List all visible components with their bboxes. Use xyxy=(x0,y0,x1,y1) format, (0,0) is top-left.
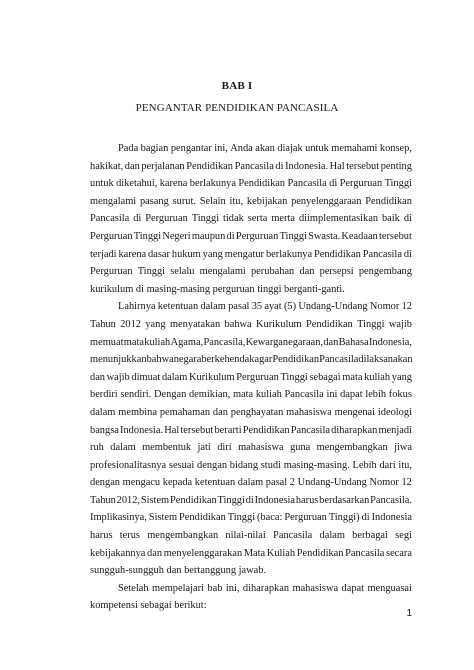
word: menguasai xyxy=(367,582,412,594)
word: perubahan xyxy=(250,266,295,278)
body-line xyxy=(90,334,412,352)
body-text xyxy=(90,140,412,615)
word: Pendidikan xyxy=(169,494,217,506)
word: fokus xyxy=(388,389,412,401)
word: di xyxy=(403,248,412,260)
word: Tinggi xyxy=(279,230,307,242)
word: dan xyxy=(147,547,163,559)
word: Indonesia xyxy=(254,494,295,506)
word: bertanggung xyxy=(184,565,237,577)
word: Pancasila xyxy=(287,178,327,190)
word: Kurikulum xyxy=(256,318,302,330)
word: bidang xyxy=(229,459,259,471)
word: maupun xyxy=(191,230,226,242)
word: Perguruan xyxy=(90,266,133,278)
body-line xyxy=(90,140,412,158)
word: menjadi xyxy=(378,424,412,436)
word: selalu xyxy=(170,266,195,278)
word: tinggi xyxy=(257,283,282,295)
word: akan xyxy=(255,143,275,154)
word: Lebih xyxy=(352,459,377,471)
word: Pancasila. xyxy=(370,494,412,506)
word: nilai-nilai xyxy=(225,530,266,542)
word: di xyxy=(133,213,142,225)
word: yang xyxy=(145,318,166,330)
word: negara xyxy=(173,354,202,366)
word: Lahirnya xyxy=(118,301,156,313)
word: Tinggi xyxy=(191,213,220,225)
word: ini, xyxy=(225,582,240,594)
body-line xyxy=(90,509,412,527)
body-line xyxy=(90,422,412,440)
word: Setelah xyxy=(118,582,149,594)
word: mengembangkan xyxy=(316,442,388,454)
word: sendiri. xyxy=(120,389,152,401)
word: berlakunya xyxy=(189,178,236,190)
word: mata xyxy=(123,336,144,348)
word: Pendidikan xyxy=(238,178,286,190)
word: dimuat xyxy=(131,371,161,383)
word: Kurikulum xyxy=(188,371,235,383)
word: Tinggi xyxy=(133,230,162,242)
word: berganti-ganti. xyxy=(284,283,345,295)
word: pasal xyxy=(265,477,288,489)
word: ayat xyxy=(264,301,282,313)
word: Tinggi xyxy=(217,494,245,506)
body-line xyxy=(90,404,412,422)
body-line xyxy=(90,263,412,281)
word: wajib xyxy=(388,318,412,330)
word: tersebut xyxy=(180,424,214,436)
word: memuat xyxy=(90,336,124,348)
word: penghayatan xyxy=(230,406,284,418)
word: (baca: xyxy=(257,512,283,524)
word: kuliah xyxy=(364,371,391,383)
word: Nomor xyxy=(369,477,399,489)
word: pengantar xyxy=(170,143,212,154)
body-line xyxy=(90,545,412,563)
word: baik xyxy=(381,213,400,225)
word: kebijakannya xyxy=(90,547,146,559)
chapter-title: PENGANTAR PENDIDIKAN PANCASILA xyxy=(135,102,339,114)
word: sesuai xyxy=(168,459,195,471)
word: bahwa xyxy=(224,318,252,330)
word: Tinggi xyxy=(280,371,308,383)
body-line xyxy=(90,351,412,369)
word: harus xyxy=(295,494,319,506)
word: hakikat, xyxy=(90,160,124,172)
word: Perguruan xyxy=(90,230,133,242)
word: Pendidikan xyxy=(314,248,361,260)
word: Pendidikan xyxy=(186,160,233,172)
word: mahasiswa xyxy=(286,406,332,418)
body-line xyxy=(90,298,412,316)
word: yang xyxy=(391,371,412,383)
word: Selain xyxy=(199,195,226,207)
word: di xyxy=(275,160,284,172)
word: 2 xyxy=(289,477,295,489)
word: jiwa xyxy=(394,442,412,454)
body-line xyxy=(90,281,412,299)
body-line xyxy=(90,193,412,211)
word: Indonesia. xyxy=(285,160,329,172)
word: di xyxy=(329,178,338,190)
word: 12 xyxy=(401,477,412,489)
word: menyelenggarakan xyxy=(163,547,243,559)
body-line xyxy=(90,210,412,228)
word: perguruan xyxy=(212,283,255,295)
word: mengalami xyxy=(199,266,246,278)
word: ketentuan xyxy=(157,301,199,313)
word: bangsa xyxy=(90,424,119,436)
word: dengan xyxy=(90,477,121,489)
word: di xyxy=(403,213,412,225)
word: untuk xyxy=(305,143,329,154)
word: (5) xyxy=(283,301,297,313)
word: Swasta. xyxy=(308,230,341,242)
word: di xyxy=(135,283,144,295)
word: mahasiswa xyxy=(292,582,339,594)
word: hukum xyxy=(171,248,201,260)
word: Anda xyxy=(230,143,253,154)
body-line xyxy=(90,474,412,492)
page-number: 1 xyxy=(406,608,412,619)
word: Negeri xyxy=(162,230,191,242)
word: Pendidikan xyxy=(272,354,320,366)
word: agar xyxy=(254,354,273,366)
word: tersebut xyxy=(378,230,412,242)
word: membentuk xyxy=(142,442,192,454)
word: bahwa xyxy=(146,354,174,366)
word: ketentuan xyxy=(194,477,236,489)
word: dan xyxy=(323,336,339,348)
word: bagian xyxy=(140,143,169,154)
word: Pendidikan xyxy=(242,424,290,436)
word: ini, xyxy=(214,143,228,154)
word: untuk xyxy=(90,178,114,190)
word: dari xyxy=(379,459,396,471)
word: diketahui, xyxy=(116,178,158,190)
word: Perguruan xyxy=(235,230,279,242)
word: profesionalitasnya xyxy=(90,459,167,471)
word: Pancasila xyxy=(284,389,324,401)
word: 2012, xyxy=(116,494,141,506)
word: Hal xyxy=(329,160,345,172)
word: dalam xyxy=(161,371,188,383)
body-line xyxy=(90,316,412,334)
word: Tahun xyxy=(90,318,116,330)
word: dan xyxy=(166,565,182,577)
word: terus xyxy=(119,530,140,542)
word: diajak xyxy=(277,143,303,154)
word: di xyxy=(245,494,254,506)
word: Pancasila xyxy=(345,547,385,559)
word: masing-masing xyxy=(146,283,211,295)
chapter-label: BAB I xyxy=(221,80,253,92)
word: Tahun xyxy=(90,494,116,506)
word: Perguruan xyxy=(236,371,279,383)
body-line xyxy=(90,457,412,475)
word: kompetensi xyxy=(90,600,138,612)
word: secara xyxy=(386,547,412,559)
word: Dengan xyxy=(153,389,187,401)
body-line xyxy=(90,562,412,580)
word: Undang-Undang xyxy=(297,477,367,489)
body-line xyxy=(90,228,412,246)
word: 2012 xyxy=(120,318,141,330)
body-line xyxy=(90,246,412,264)
word: dan xyxy=(212,406,228,418)
word: berkehendak xyxy=(201,354,255,366)
word: Sistem xyxy=(148,512,178,524)
word: serta xyxy=(247,213,268,225)
word: pasang xyxy=(139,195,169,207)
word: di xyxy=(226,230,235,242)
word: 35 xyxy=(251,301,263,313)
word: Pendidikan xyxy=(296,547,344,559)
word: penyelenggaraan xyxy=(291,195,362,207)
word: sebagai xyxy=(309,371,341,383)
word: mengatur xyxy=(224,248,265,260)
word: bab xyxy=(207,582,223,594)
word: ideologi xyxy=(377,406,412,418)
word: Perguruan xyxy=(284,512,327,524)
word: pasal xyxy=(228,301,250,313)
word: Perguruan xyxy=(145,213,188,225)
word: persepsi xyxy=(319,266,354,278)
word: studi xyxy=(260,459,281,471)
word: Pancasila xyxy=(319,354,359,366)
word: Pancasila xyxy=(90,213,130,225)
word: dapat xyxy=(340,389,363,401)
word: sungguh-sungguh xyxy=(90,565,164,577)
word: dan xyxy=(299,266,315,278)
word: dengan xyxy=(197,459,228,471)
word: harus xyxy=(90,530,113,542)
word: kurikulum xyxy=(90,283,134,295)
word: ruh xyxy=(90,442,104,454)
word: diharapkan xyxy=(242,582,290,594)
word: Nomor xyxy=(369,301,400,313)
word: berdasarkan xyxy=(319,494,370,506)
word: guna xyxy=(290,442,311,454)
word: dan xyxy=(124,160,140,172)
body-line xyxy=(90,492,412,510)
word: menyatakan xyxy=(169,318,221,330)
word: Hal xyxy=(164,424,180,436)
word: Kewarganegaraan, xyxy=(245,336,324,348)
word: Kuliah xyxy=(266,547,296,559)
word: Pancasila xyxy=(234,160,274,172)
word: Pendidikan xyxy=(365,195,412,207)
word: Pancasila xyxy=(362,248,402,260)
word: Implikasinya, xyxy=(90,512,147,524)
word: yang xyxy=(202,248,223,260)
word: masing-masing. xyxy=(283,459,350,471)
word: mengembangkan xyxy=(147,530,219,542)
word: jawab. xyxy=(238,565,267,577)
word: Pancasila, xyxy=(203,336,246,348)
word: itu, xyxy=(229,195,244,207)
word: karena xyxy=(118,248,147,260)
word: mata xyxy=(342,371,363,383)
word: lebih xyxy=(365,389,387,401)
word: berdiri xyxy=(90,389,118,401)
word: pemahaman xyxy=(159,406,211,418)
word: Perguruan xyxy=(339,178,383,190)
word: Keadaan xyxy=(341,230,378,242)
word: di xyxy=(361,512,370,524)
word: kepada xyxy=(162,477,193,489)
word: Bahasa xyxy=(338,336,369,348)
word: berlakunya xyxy=(265,248,313,260)
word: pengembang xyxy=(358,266,412,278)
word: perjalanan xyxy=(141,160,185,172)
word: kebijakan xyxy=(246,195,288,207)
word: menunjukkan xyxy=(90,354,147,366)
word: tersebut xyxy=(346,160,380,172)
body-line xyxy=(90,527,412,545)
word: Tinggi) xyxy=(328,512,360,524)
word: merta xyxy=(271,213,295,225)
word: berikut: xyxy=(174,600,207,612)
word: dapat xyxy=(341,582,365,594)
word: Sistem xyxy=(140,494,170,506)
word: dalam xyxy=(319,530,345,542)
word: berbagai xyxy=(352,530,388,542)
word: dilaksanakan xyxy=(358,354,413,366)
word: itu, xyxy=(398,459,412,471)
word: ini xyxy=(326,389,338,401)
word: diimplementasikan xyxy=(298,213,379,225)
body-line xyxy=(90,386,412,404)
word: dalam xyxy=(110,442,136,454)
word: mengenai xyxy=(334,406,376,418)
word: mengacu xyxy=(122,477,161,489)
word: dasar xyxy=(148,248,170,260)
body-line xyxy=(90,175,412,193)
word: kuliah xyxy=(144,336,171,348)
word: Pendidikan xyxy=(306,318,353,330)
word: surut. xyxy=(172,195,196,207)
word: mengalami xyxy=(90,195,137,207)
body-line xyxy=(90,369,412,387)
word: dalam xyxy=(237,477,264,489)
word: memahami xyxy=(331,143,378,154)
word: tidak xyxy=(223,213,244,225)
word: dalam xyxy=(200,301,226,313)
word: dalam xyxy=(90,406,116,418)
word: Tinggi xyxy=(227,512,256,524)
word: segi xyxy=(395,530,412,542)
word: diharapkan xyxy=(331,424,378,436)
word: Pada xyxy=(118,143,139,154)
word: terjadi xyxy=(90,248,117,260)
word: sebagai xyxy=(140,600,172,612)
word: Tinggi xyxy=(357,318,385,330)
body-line xyxy=(90,158,412,176)
word: karena xyxy=(159,178,188,190)
word: konsep, xyxy=(379,143,412,154)
word: Tinggi xyxy=(384,178,412,190)
word: Pancasila xyxy=(273,530,313,542)
word: jati xyxy=(197,442,211,454)
word: Mata xyxy=(243,547,266,559)
word: diri xyxy=(217,442,232,454)
word: membina xyxy=(118,406,157,418)
word: mempelajari xyxy=(152,582,204,594)
word: Indonesia. xyxy=(120,424,164,436)
word: Pancasila xyxy=(290,424,330,436)
word: mahasiswa xyxy=(238,442,284,454)
word: demikian, xyxy=(188,389,231,401)
word: penting xyxy=(380,160,412,172)
word: Indonesia xyxy=(371,512,412,524)
word: berarti xyxy=(214,424,242,436)
word: Undang-Undang xyxy=(298,301,368,313)
body-line xyxy=(90,597,412,615)
word: mata xyxy=(232,389,254,401)
body-line xyxy=(90,580,412,598)
word: Indonesia, xyxy=(368,336,412,348)
word: Pendidikan xyxy=(179,512,226,524)
body-line xyxy=(90,439,412,457)
word: dan xyxy=(90,371,106,383)
word: Tinggi xyxy=(137,266,166,278)
word: kuliah xyxy=(255,389,282,401)
word: Agama, xyxy=(170,336,204,348)
word: wajib xyxy=(106,371,130,383)
word: 12 xyxy=(401,301,412,313)
